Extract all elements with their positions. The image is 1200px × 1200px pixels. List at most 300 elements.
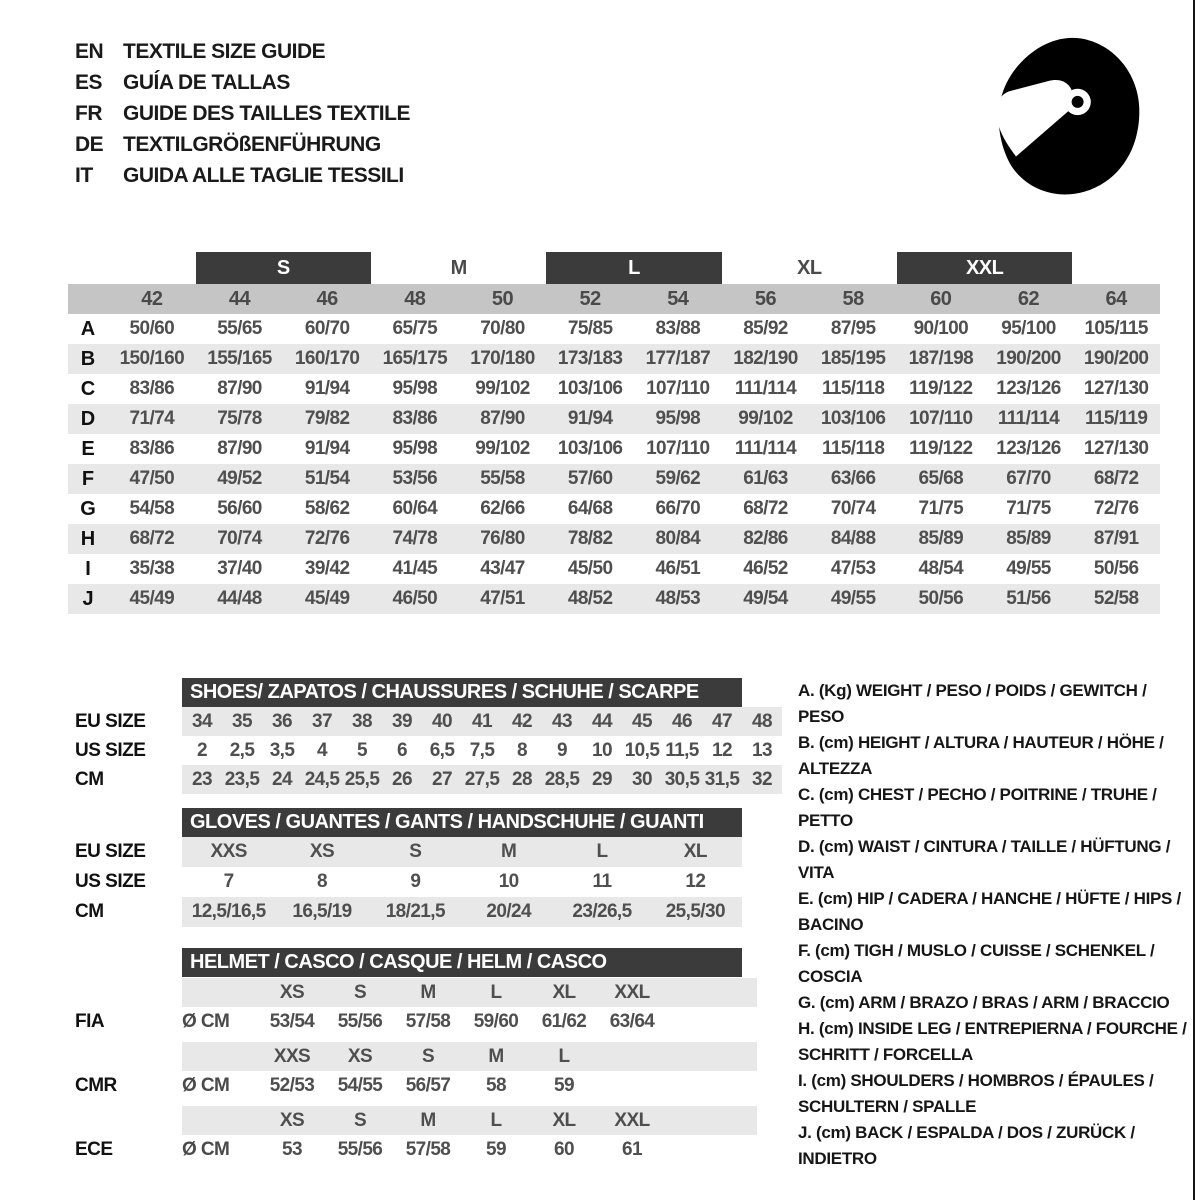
helmet-sizes-row [75, 1042, 757, 1071]
size-value-cell: 74/78 [392, 528, 438, 549]
shoes-band [182, 736, 782, 765]
shoes-table-title: SHOES/ ZAPATOS / CHAUSSURES / SCHUHE / SCARPE [182, 678, 742, 707]
row-letter: A [80, 317, 96, 340]
shoes-cell: 13 [752, 739, 772, 761]
size-value-cell: 127/130 [1083, 378, 1149, 399]
size-value-cell: 61/63 [743, 468, 788, 489]
language-title: GUIDE DES TAILLES TEXTILE [123, 102, 410, 125]
helmet-size-header: XXS [273, 1045, 311, 1067]
helmet-size-header: M [488, 1045, 504, 1067]
shoes-cell: 46 [672, 710, 692, 732]
size-value-cell: 103/106 [557, 378, 623, 399]
measurement-row [68, 344, 1160, 374]
language-title-list [75, 36, 410, 191]
size-value-cell: 187/198 [908, 348, 974, 369]
size-value-cell: 41/45 [392, 558, 438, 579]
helmet-size-header: XL [552, 981, 576, 1003]
row-label: CM [75, 768, 104, 790]
shoes-cell: 2 [197, 739, 207, 761]
gloves-cell: XXS [210, 841, 247, 862]
size-value-cell: 68/72 [1093, 468, 1139, 489]
measurement-row [68, 374, 1160, 404]
shoes-cell: 24,5 [304, 768, 340, 790]
size-value-cell: 45/49 [129, 588, 175, 609]
size-value-cell: 49/54 [743, 588, 788, 609]
size-value-cell: 71/75 [1006, 498, 1051, 519]
helmet-unit-label: Ø CM [182, 1138, 230, 1160]
size-value-cell: 70/74 [217, 528, 262, 549]
shoes-cell: 2,5 [229, 739, 255, 761]
gloves-cell: S [409, 841, 422, 862]
size-value-cell: 85/89 [918, 528, 964, 549]
language-title: TEXTILE SIZE GUIDE [123, 40, 326, 63]
size-value-cell: 91/94 [304, 438, 350, 459]
size-value-cell: 177/187 [645, 348, 711, 369]
size-value-cell: 65/68 [918, 468, 964, 489]
page-right-border [1193, 0, 1195, 1200]
size-value-cell: 46/51 [655, 558, 701, 579]
helmet-value-cell: 58 [486, 1074, 506, 1096]
size-value-cell: 123/126 [996, 438, 1061, 459]
size-value-cell: 83/86 [129, 438, 175, 459]
shoes-cell: 7,5 [469, 739, 495, 761]
size-group-header: XXL [897, 252, 1072, 284]
numeric-size-header: 62 [1017, 287, 1040, 310]
numeric-size-corner [68, 284, 108, 314]
size-value-cell: 60/70 [304, 318, 350, 339]
shoes-cell: 5 [357, 739, 367, 761]
size-value-cell: 87/95 [830, 318, 876, 339]
size-value-cell: 107/110 [646, 438, 710, 459]
size-group-header: M [450, 256, 467, 279]
size-value-cell: 46/50 [392, 588, 438, 609]
numeric-size-header: 64 [1105, 287, 1127, 310]
shoes-cell: 10,5 [624, 739, 660, 761]
language-row [75, 129, 410, 160]
size-value-cell: 70/80 [480, 318, 525, 339]
measurement-row [68, 434, 1160, 464]
size-value-cell: 72/76 [1093, 498, 1139, 519]
row-letter: B [80, 347, 96, 370]
gloves-cell: 8 [317, 871, 327, 892]
shoes-cell: 12 [712, 739, 732, 761]
helmet-size-header: S [353, 981, 367, 1003]
numeric-size-header: 44 [228, 287, 251, 310]
gloves-cell: M [501, 841, 517, 862]
shoes-cell: 9 [557, 739, 567, 761]
shoes-cell: 23,5 [224, 768, 260, 790]
gloves-band [182, 837, 742, 867]
shoes-cell: 41 [472, 710, 492, 732]
helmet-sizes-band [182, 978, 757, 1007]
row-letter: J [82, 587, 94, 610]
helmet-value-cell: 55/56 [337, 1010, 383, 1032]
language-row [75, 67, 410, 98]
helmet-standard-label: CMR [75, 1074, 117, 1096]
size-value-cell: 83/88 [655, 318, 701, 339]
legend-item: A. (Kg) WEIGHT / PESO / POIDS / GEWITCH / PESO [798, 681, 1147, 726]
shoes-band [182, 707, 782, 736]
gloves-row [75, 897, 742, 927]
size-value-cell: 115/118 [821, 438, 885, 459]
gloves-cell: XL [683, 841, 707, 862]
size-value-cell: 49/55 [1006, 558, 1051, 579]
helmet-values-band [182, 1071, 757, 1100]
language-row [75, 160, 410, 191]
size-value-cell: 165/175 [382, 348, 448, 369]
size-value-cell: 84/88 [830, 528, 876, 549]
helmet-value-cell: 52/53 [269, 1074, 315, 1096]
language-title: GUÍA DE TALLAS [123, 71, 290, 94]
size-value-cell: 155/165 [207, 348, 272, 369]
size-value-cell: 44/48 [217, 588, 262, 609]
shoes-cell: 45 [632, 710, 652, 732]
size-value-cell: 48/53 [655, 588, 701, 609]
size-value-cell: 54/58 [129, 498, 175, 519]
helmet-value-cell: 57/58 [405, 1010, 451, 1032]
shoes-cell: 47 [712, 710, 732, 732]
size-value-cell: 55/58 [480, 468, 525, 489]
size-value-cell: 99/102 [738, 408, 793, 429]
shoes-cell: 44 [592, 710, 612, 732]
size-value-cell: 64/68 [567, 498, 613, 519]
helmet-value-cell: 59/60 [473, 1010, 519, 1032]
size-value-cell: 39/42 [304, 558, 350, 579]
measurement-row [68, 314, 1160, 344]
size-value-cell: 150/160 [119, 348, 185, 369]
shoes-row [75, 707, 782, 736]
language-row [75, 98, 410, 129]
shoes-cell: 27,5 [464, 768, 500, 790]
size-value-cell: 48/54 [918, 558, 964, 579]
size-value-cell: 52/58 [1093, 588, 1139, 609]
helmet-size-header: S [421, 1045, 435, 1067]
size-value-cell: 49/55 [830, 588, 876, 609]
helmet-value-cell: 63/64 [609, 1010, 655, 1032]
size-value-cell: 72/76 [304, 528, 350, 549]
row-label: US SIZE [75, 871, 146, 892]
shoes-cell: 23 [192, 768, 212, 790]
size-value-cell: 37/40 [217, 558, 262, 579]
size-value-cell: 58/62 [304, 498, 350, 519]
numeric-size-header: 58 [842, 287, 864, 310]
size-value-cell: 119/122 [909, 438, 973, 459]
helmet-value-cell: 59 [486, 1138, 506, 1160]
helmet-table-title: HELMET / CASCO / CASQUE / HELM / CASCO [182, 948, 742, 977]
shoes-cell: 39 [392, 710, 412, 732]
language-code: DE [75, 133, 104, 156]
helmet-value-cell: 54/55 [337, 1074, 383, 1096]
row-label [75, 978, 182, 1007]
helmet-size-header: L [558, 1045, 570, 1067]
size-value-cell: 45/49 [304, 588, 350, 609]
gloves-cell: L [596, 841, 608, 862]
size-value-cell: 76/80 [480, 528, 525, 549]
size-value-cell: 51/54 [304, 468, 350, 489]
shoes-cell: 42 [512, 710, 532, 732]
row-letter: D [80, 407, 96, 430]
shoes-cell: 37 [312, 710, 332, 732]
helmet-value-cell: 59 [554, 1074, 574, 1096]
size-value-cell: 170/180 [470, 348, 535, 369]
gloves-row [75, 867, 742, 897]
size-value-cell: 127/130 [1083, 438, 1149, 459]
gloves-cell: 9 [410, 871, 421, 892]
shoes-cell: 27 [432, 768, 452, 790]
gloves-cell: XS [309, 841, 335, 862]
numeric-size-header-row [68, 284, 1160, 314]
size-value-cell: 95/98 [392, 438, 438, 459]
row-letter: E [81, 437, 95, 460]
gloves-row [75, 837, 742, 867]
size-value-cell: 55/65 [217, 318, 262, 339]
size-value-cell: 47/53 [830, 558, 876, 579]
measurement-row [68, 524, 1160, 554]
size-value-cell: 83/86 [129, 378, 175, 399]
shoes-row [75, 765, 782, 794]
size-value-cell: 35/38 [129, 558, 175, 579]
gloves-cell: 18/21,5 [385, 901, 445, 922]
helmet-size-header: M [420, 1109, 436, 1131]
language-title: GUIDA ALLE TAGLIE TESSILI [123, 164, 404, 187]
size-value-cell: 60/64 [392, 498, 438, 519]
size-value-cell: 103/106 [557, 438, 623, 459]
language-title: TEXTILGRÖßENFÜHRUNG [123, 133, 381, 156]
size-group-header: L [546, 252, 721, 284]
language-code: FR [75, 102, 102, 125]
gloves-cell: 23/26,5 [572, 901, 632, 922]
helmet-values-band [182, 1007, 757, 1036]
size-value-cell: 95/98 [655, 408, 701, 429]
row-letter: G [80, 497, 96, 520]
helmet-size-header: S [353, 1109, 367, 1131]
size-value-cell: 87/90 [217, 378, 262, 399]
size-value-cell: 48/52 [567, 588, 613, 609]
shoes-cell: 38 [352, 710, 372, 732]
gloves-table-title: GLOVES / GUANTES / GANTS / HANDSCHUHE / GUANTI [182, 808, 742, 837]
size-value-cell: 85/92 [743, 318, 788, 339]
helmet-size-header: XXL [614, 981, 650, 1003]
size-value-cell: 57/60 [567, 468, 613, 489]
helmet-size-header: XXL [614, 1109, 650, 1131]
numeric-size-header: 50 [491, 287, 514, 310]
size-value-cell: 71/75 [918, 498, 964, 519]
helmet-sizes-row [75, 978, 757, 1007]
size-value-cell: 82/86 [743, 528, 788, 549]
helmet-size-header: XS [279, 981, 305, 1003]
gloves-cell: 12 [685, 871, 706, 892]
size-group-header: S [196, 252, 371, 284]
size-value-cell: 185/195 [820, 348, 886, 369]
size-group-header-row [68, 252, 1160, 284]
size-value-cell: 107/110 [909, 408, 973, 429]
legend-item: F. (cm) TIGH / MUSLO / CUISSE / SCHENKEL / COSCIA [798, 941, 1155, 986]
size-value-cell: 95/98 [392, 378, 438, 399]
size-value-cell: 50/56 [918, 588, 964, 609]
helmet-standard-label: FIA [75, 1010, 105, 1032]
legend-item: C. (cm) CHEST / PECHO / POITRINE / TRUHE / PETTO [798, 785, 1157, 830]
numeric-size-header: 42 [141, 287, 163, 310]
size-value-cell: 68/72 [129, 528, 175, 549]
size-value-cell: 62/66 [480, 498, 525, 519]
size-value-cell: 79/82 [304, 408, 350, 429]
size-value-cell: 49/52 [217, 468, 262, 489]
helmet-unit-label: Ø CM [182, 1010, 230, 1032]
helmet-unit-label: Ø CM [182, 1074, 230, 1096]
size-value-cell: 90/100 [913, 318, 969, 339]
row-label: US SIZE [75, 739, 146, 761]
size-value-cell: 50/56 [1093, 558, 1139, 579]
helmet-values-row [75, 1135, 757, 1164]
shoes-cell: 40 [432, 710, 452, 732]
size-value-cell: 45/50 [567, 558, 613, 579]
legend-item: D. (cm) WAIST / CINTURA / TAILLE / HÜFTUNG / VITA [798, 837, 1171, 882]
legend-item: J. (cm) BACK / ESPALDA / DOS / ZURÜCK / INDIETRO [798, 1123, 1135, 1168]
helmet-sizes-band [182, 1042, 757, 1071]
size-value-cell: 66/70 [655, 498, 701, 519]
shoes-cell: 4 [317, 739, 327, 761]
size-value-cell: 87/91 [1093, 528, 1139, 549]
shoes-cell: 30 [632, 768, 652, 790]
size-value-cell: 119/122 [909, 378, 973, 399]
gloves-cell: 10 [498, 871, 519, 892]
shoes-cell: 28 [512, 768, 532, 790]
shoes-cell: 29 [592, 768, 612, 790]
shoes-cell: 48 [752, 710, 772, 732]
shoes-band [182, 765, 782, 794]
size-value-cell: 182/190 [733, 348, 798, 369]
racing-helmet-icon [972, 28, 1148, 204]
size-value-cell: 99/102 [475, 438, 530, 459]
gloves-cell: 11 [592, 871, 612, 892]
helmet-value-cell: 53 [282, 1138, 302, 1160]
helmet-size-header: M [420, 981, 436, 1003]
row-label [75, 1042, 182, 1071]
shoes-cell: 31,5 [704, 768, 740, 790]
helmet-value-cell: 55/56 [337, 1138, 383, 1160]
language-code: ES [75, 71, 103, 94]
shoes-cell: 8 [517, 739, 527, 761]
helmet-value-cell: 57/58 [405, 1138, 451, 1160]
shoes-cell: 28,5 [544, 768, 580, 790]
size-value-cell: 83/86 [392, 408, 438, 429]
measurement-legend [798, 678, 1196, 1172]
size-value-cell: 115/119 [1084, 408, 1148, 429]
size-value-cell: 65/75 [392, 318, 438, 339]
size-value-cell: 47/50 [129, 468, 175, 489]
shoes-cell: 36 [272, 710, 292, 732]
shoes-cell: 3,5 [269, 739, 295, 761]
row-letter: F [81, 467, 95, 490]
size-value-cell: 111/114 [734, 378, 797, 399]
measurement-row [68, 404, 1160, 434]
helmet-value-cell: 53/54 [269, 1010, 315, 1032]
size-value-cell: 160/170 [294, 348, 360, 369]
helmet-size-header: L [490, 981, 502, 1003]
shoes-cell: 25,5 [344, 768, 380, 790]
size-value-cell: 111/114 [997, 408, 1060, 429]
measurement-row [68, 554, 1160, 584]
measurement-row [68, 464, 1160, 494]
size-value-cell: 115/118 [821, 378, 885, 399]
helmet-value-cell: 61 [622, 1138, 642, 1160]
shoes-cell: 32 [752, 768, 772, 790]
gloves-band [182, 897, 742, 927]
size-group-header: XL [797, 256, 822, 279]
size-value-cell: 111/114 [734, 438, 797, 459]
size-value-cell: 43/47 [480, 558, 525, 579]
shoes-cell: 26 [392, 768, 412, 790]
size-value-cell: 56/60 [217, 498, 262, 519]
size-value-cell: 68/72 [743, 498, 788, 519]
size-value-cell: 75/78 [217, 408, 262, 429]
size-value-cell: 67/70 [1006, 468, 1051, 489]
shoes-cell: 24 [272, 768, 292, 790]
row-letter: C [80, 377, 96, 400]
legend-item: I. (cm) SHOULDERS / HOMBROS / ÉPAULES / SCHULTERN / SPALLE [798, 1071, 1154, 1116]
helmet-value-cell: 61/62 [541, 1010, 587, 1032]
shoes-row [75, 736, 782, 765]
shoes-cell: 6 [397, 739, 407, 761]
gloves-cell: 20/24 [486, 901, 531, 922]
helmet-values-band [182, 1135, 757, 1164]
numeric-size-header: 46 [316, 287, 338, 310]
language-code: IT [75, 164, 93, 187]
numeric-size-header: 52 [579, 287, 601, 310]
size-value-cell: 91/94 [567, 408, 613, 429]
size-value-cell: 63/66 [830, 468, 876, 489]
helmet-size-header: XS [279, 1109, 305, 1131]
row-label [75, 1106, 182, 1135]
numeric-size-header: 56 [754, 287, 777, 310]
helmet-value-cell: 60 [554, 1138, 574, 1160]
helmet-sizes-band [182, 1106, 757, 1135]
row-label: EU SIZE [75, 710, 146, 732]
size-value-cell: 105/115 [1084, 318, 1148, 339]
helmet-size-header: XL [552, 1109, 576, 1131]
shoes-cell: 34 [192, 710, 212, 732]
size-value-cell: 80/84 [655, 528, 701, 549]
shoes-cell: 11,5 [665, 739, 699, 761]
row-letter: I [85, 557, 91, 580]
size-value-cell: 123/126 [996, 378, 1061, 399]
size-value-cell: 59/62 [655, 468, 701, 489]
numeric-size-header: 54 [667, 287, 689, 310]
helmet-size-header: L [490, 1109, 502, 1131]
size-value-cell: 78/82 [567, 528, 613, 549]
helmet-size-header: XS [347, 1045, 373, 1067]
helmet-sizes-row [75, 1106, 757, 1135]
gloves-cell: 12,5/16,5 [191, 901, 266, 922]
row-label: EU SIZE [75, 841, 146, 862]
size-value-cell: 99/102 [475, 378, 530, 399]
shoes-cell: 43 [552, 710, 572, 732]
numeric-size-header: 48 [404, 287, 426, 310]
legend-item: B. (cm) HEIGHT / ALTURA / HAUTEUR / HÖHE / ALTEZZA [798, 733, 1164, 778]
size-value-cell: 91/94 [304, 378, 350, 399]
shoes-cell: 10 [592, 739, 612, 761]
size-value-cell: 107/110 [646, 378, 710, 399]
shoes-cell: 30,5 [664, 768, 700, 790]
gloves-cell: 16,5/19 [292, 901, 352, 922]
size-value-cell: 71/74 [129, 408, 175, 429]
language-code: EN [75, 40, 104, 63]
size-value-cell: 173/183 [557, 348, 623, 369]
measurement-row [68, 494, 1160, 524]
size-value-cell: 85/89 [1006, 528, 1051, 549]
helmet-values-row [75, 1007, 757, 1036]
shoes-cell: 6,5 [429, 739, 455, 761]
